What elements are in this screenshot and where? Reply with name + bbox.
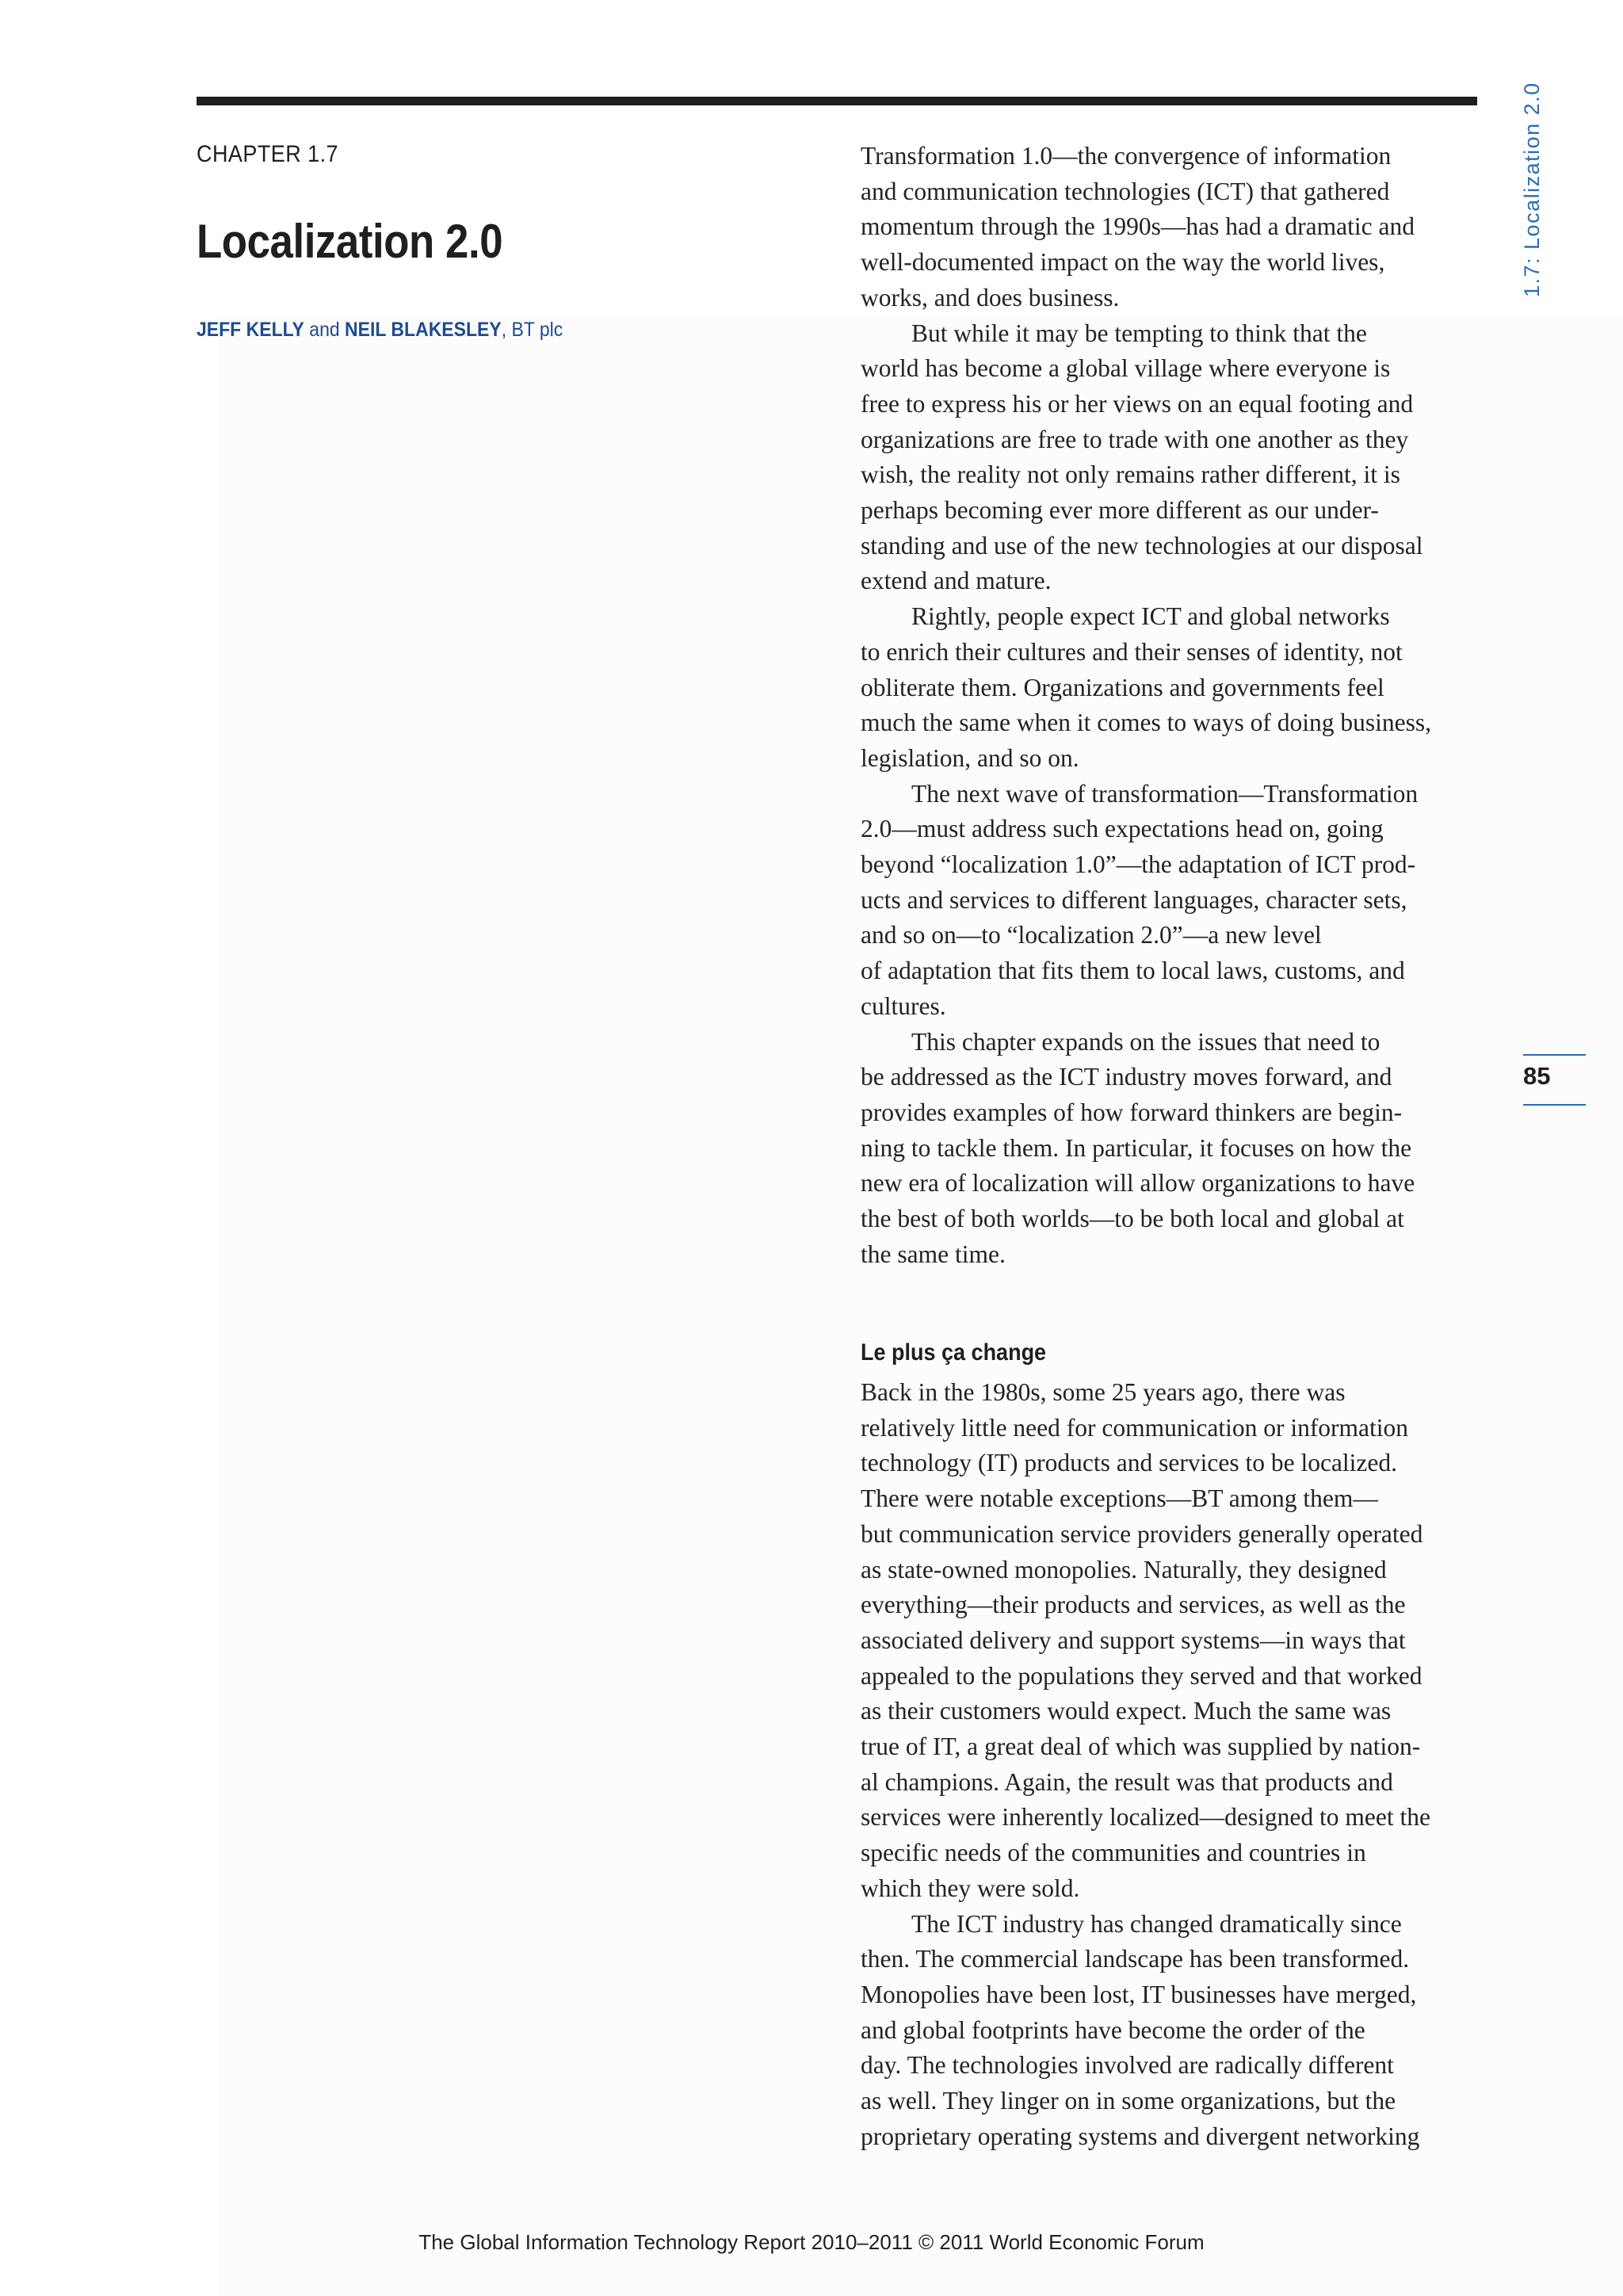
text-line: al champions. Again, the result was that products and — [861, 1767, 1393, 1796]
top-rule — [197, 97, 1477, 105]
text-line: There were notable exceptions—BT among them— — [861, 1484, 1378, 1513]
text-line: perhaps becoming ever more different as our under- — [861, 496, 1379, 525]
text-line: which they were sold. — [861, 1874, 1080, 1902]
text-line: specific needs of the communities and countries in — [861, 1839, 1366, 1867]
text-line: and communication technologies (ICT) that gathered — [861, 177, 1390, 205]
text-line: The ICT industry has changed dramatically since — [911, 1909, 1402, 1938]
text-line: of adaptation that fits them to local laws, customs, and — [861, 957, 1405, 985]
text-line: provides examples of how forward thinkers are begin- — [861, 1098, 1403, 1126]
text-line: associated delivery and support systems—in ways that — [861, 1626, 1406, 1654]
text-line: but communication service providers generally operated — [861, 1519, 1423, 1548]
text-line: to enrich their cultures and their senses of identity, not — [861, 637, 1403, 666]
chapter-label: CHAPTER 1.7 — [197, 141, 339, 167]
byline — [197, 319, 563, 342]
page-number-rule-bottom — [1523, 1104, 1586, 1106]
text-line: well-documented impact on the way the world lives, — [861, 248, 1385, 277]
text-line: momentum through the 1990s—has had a dramatic and — [861, 212, 1415, 241]
text-line: and global footprints have become the order of the — [861, 2015, 1365, 2044]
text-line: the best of both worlds—to be both local and global at — [861, 1205, 1404, 1233]
text-line: and so on—to “localization 2.0”—a new level — [861, 921, 1322, 949]
text-line: Rightly, people expect ICT and global networks — [911, 602, 1390, 631]
text-line: Transformation 1.0—the convergence of information — [861, 142, 1392, 170]
text-line: everything—their products and services, as well as the — [861, 1591, 1406, 1619]
text-line: The next wave of transformation—Transformation — [911, 779, 1419, 808]
text-line: cultures. — [861, 991, 946, 1020]
text-line: true of IT, a great deal of which was supplied by nation- — [861, 1733, 1421, 1761]
text-line: day. The technologies involved are radically different — [861, 2051, 1394, 2080]
text-line: as well. They linger on in some organizations, but the — [861, 2087, 1396, 2115]
text-line: Monopolies have been lost, IT businesses have merged, — [861, 1980, 1417, 2008]
text-line: extend and mature. — [861, 567, 1052, 595]
text-line: 2.0—must address such expectations head on, going — [861, 815, 1384, 843]
chapter-title: Localization 2.0 — [197, 215, 503, 268]
text-line: wish, the reality not only remains rather different, it is — [861, 460, 1400, 489]
text-line: standing and use of the new technologies at our disposal — [861, 531, 1423, 560]
section-side-tab: 1.7: Localization 2.0 — [1520, 82, 1544, 297]
text-line: the same time. — [861, 1240, 1006, 1268]
text-line: then. The commercial landscape has been transformed. — [861, 1945, 1410, 1973]
author-name: JEFF KELLY — [197, 319, 304, 341]
text-line: new era of localization will allow organizations to have — [861, 1169, 1415, 1198]
page-number-rule-top — [1523, 1054, 1586, 1056]
text-line: be addressed as the ICT industry moves forward, and — [861, 1063, 1392, 1091]
text-line: world has become a global village where everyone is — [861, 354, 1391, 383]
text-line: This chapter expands on the issues that need to — [911, 1027, 1381, 1056]
text-line: works, and does business. — [861, 283, 1120, 311]
text-line: proprietary operating systems and divergent networking — [861, 2122, 1420, 2150]
text-line: organizations are free to trade with one another as they — [861, 425, 1409, 453]
text-line: appealed to the populations they served and that worked — [861, 1661, 1423, 1690]
page-number: 85 — [1523, 1062, 1551, 1090]
text-line: ucts and services to different languages, character sets, — [861, 885, 1407, 914]
text-line: services were inherently localized—designed to meet the — [861, 1803, 1430, 1832]
text-line: as state-owned monopolies. Naturally, they designed — [861, 1555, 1387, 1584]
text-line: beyond “localization 1.0”—the adaptation of ICT prod- — [861, 850, 1416, 879]
body-text-part2 — [861, 1375, 1479, 2154]
text-line: free to express his or her views on an equal footing and — [861, 389, 1414, 418]
body-text-part1 — [861, 139, 1479, 1273]
author-affiliation: , BT plc — [501, 319, 563, 341]
text-line: Back in the 1980s, some 25 years ago, there was — [861, 1378, 1346, 1406]
text-line: as their customers would expect. Much the same was — [861, 1697, 1392, 1725]
author-name: NEIL BLAKESLEY — [345, 319, 502, 341]
byline-conjunction: and — [304, 319, 346, 341]
text-line: much the same when it comes to ways of doing business, — [861, 709, 1432, 737]
text-line: technology (IT) products and services to be localized. — [861, 1449, 1398, 1477]
text-line: obliterate them. Organizations and governments feel — [861, 673, 1384, 701]
text-line: legislation, and so on. — [861, 743, 1079, 772]
text-line: relatively little need for communication or information — [861, 1413, 1409, 1442]
text-line: ning to tackle them. In particular, it focuses on how the — [861, 1133, 1412, 1162]
text-line: But while it may be tempting to think that the — [911, 319, 1367, 347]
section-heading: Le plus ça change — [861, 1339, 1047, 1366]
page-footer: The Global Information Technology Report 2010–2011 © 2011 World Economic Forum — [418, 2230, 1205, 2254]
